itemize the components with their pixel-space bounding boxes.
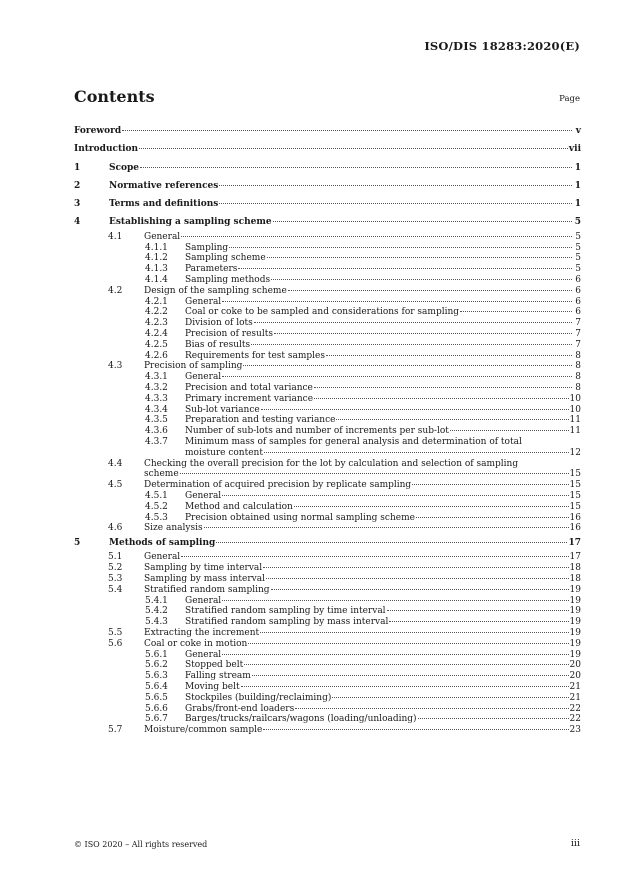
dot-leader <box>263 567 568 568</box>
toc-entry-title: Moving belt <box>185 681 240 692</box>
toc-entry[interactable] <box>74 426 581 437</box>
toc-entry-page: 7 <box>575 328 581 339</box>
toc-entry-page: 22 <box>569 714 581 725</box>
standard-identifier: ISO/DIS 18283:2020(E) <box>424 39 580 53</box>
toc-entry-title: Design of the sampling scheme <box>144 285 287 296</box>
toc-entry-page: vii <box>568 144 581 155</box>
toc-entry-number: 1 <box>74 162 81 173</box>
dot-leader <box>266 578 569 579</box>
dot-leader <box>288 290 572 291</box>
toc-entry-title: Sub-lot variance <box>185 404 260 415</box>
toc-entry-title: Stratified random sampling by time interval <box>185 606 386 617</box>
toc-entry-page: 19 <box>569 584 581 595</box>
toc-entry-number: 5.3 <box>108 573 123 584</box>
toc-entry-page: 19 <box>569 617 581 628</box>
toc-entry-number: 4.2.2 <box>145 307 168 318</box>
toc-entry-title: Precision obtained using normal sampling scheme <box>185 512 415 523</box>
toc-entry-title: Extracting the increment <box>144 627 260 638</box>
toc-entry[interactable] <box>74 264 581 275</box>
toc-entry-page: v <box>575 126 581 136</box>
toc-entry-page: 19 <box>569 627 581 638</box>
toc-entry-page: 10 <box>569 393 581 404</box>
dot-leader <box>251 344 572 345</box>
toc-entry-title: Division of lots <box>185 318 253 329</box>
toc-entry[interactable] <box>74 297 581 308</box>
toc-entry-title: Sampling scheme <box>185 253 266 264</box>
toc-entry-page: 16 <box>569 512 581 523</box>
toc-entry-number: 4.5 <box>108 480 123 491</box>
dot-leader <box>416 517 569 518</box>
toc-entry-title: Sampling by time interval <box>144 563 263 574</box>
toc-entry-number: 4.3.5 <box>145 415 168 426</box>
toc-entry-page: 5 <box>574 217 581 228</box>
toc-entry[interactable] <box>74 714 581 725</box>
toc-entry-number: 4.3.1 <box>145 372 168 383</box>
toc-entry-title: Sampling by mass interval <box>144 573 265 584</box>
toc-entry[interactable] <box>74 552 581 563</box>
toc-entry[interactable] <box>74 318 581 329</box>
toc-entry-page: 1 <box>574 199 581 210</box>
toc-entry[interactable] <box>74 243 581 254</box>
toc-entry[interactable] <box>74 671 581 682</box>
toc-entry-number: 5.5 <box>108 627 123 638</box>
toc-entry-title: Minimum mass of samples for general analysis and determination of total <box>185 436 522 447</box>
toc-entry-number: 5.6.3 <box>145 671 168 682</box>
toc-entry-number: 4.3.4 <box>145 404 168 415</box>
toc-entry-number: 4 <box>74 217 81 228</box>
toc-entry[interactable] <box>74 574 581 585</box>
toc-entry[interactable] <box>74 351 581 362</box>
toc-entry-page: 5 <box>575 242 581 253</box>
toc-entry[interactable] <box>74 340 581 351</box>
toc-entry-title: General <box>185 372 222 383</box>
dot-leader <box>295 708 568 709</box>
toc-entry[interactable] <box>74 534 581 552</box>
dot-leader <box>389 621 568 622</box>
dot-leader <box>181 556 568 557</box>
page-number: iii <box>570 838 580 849</box>
toc-entry[interactable] <box>74 660 581 671</box>
toc-entry-page: 5 <box>575 253 581 264</box>
toc-entry[interactable] <box>74 437 581 459</box>
toc-entry-page: 16 <box>569 523 581 534</box>
toc-entry-number: 5.4 <box>108 584 123 595</box>
dot-leader <box>314 398 569 399</box>
toc-entry-number: 5.7 <box>108 725 123 736</box>
toc-entry-page: 10 <box>569 404 581 415</box>
dot-leader <box>219 185 572 186</box>
toc-entry-page: 8 <box>575 382 581 393</box>
dot-leader <box>263 729 568 730</box>
toc-entry-title: Establishing a sampling scheme <box>109 217 272 228</box>
toc-entry-page: 17 <box>569 552 581 563</box>
toc-entry-number: 4.1.3 <box>145 264 168 275</box>
dot-leader <box>222 376 572 377</box>
toc-entry[interactable] <box>74 195 581 213</box>
toc-entry-page: 15 <box>569 501 581 512</box>
toc-entry-title: Grabs/front-end loaders <box>185 703 295 714</box>
toc-entry-page: 15 <box>569 480 581 491</box>
dot-leader <box>271 279 572 280</box>
toc-entry[interactable] <box>74 628 581 639</box>
toc-entry[interactable] <box>74 307 581 318</box>
toc-entry-number: 4.2.6 <box>145 350 168 361</box>
toc-entry[interactable] <box>74 394 581 405</box>
toc-entry[interactable] <box>74 286 581 297</box>
dot-leader <box>261 409 569 410</box>
toc-entry-page: 8 <box>575 372 581 383</box>
toc-entry-title: Coal or coke to be sampled and considerations for sampling <box>185 307 460 318</box>
toc-entry-page: 1 <box>574 162 581 173</box>
toc-entry-page: 21 <box>569 692 581 703</box>
dot-leader <box>222 654 568 655</box>
toc-entry-page: 19 <box>569 606 581 617</box>
toc-entry-number: 4.3.7 <box>145 436 168 447</box>
dot-leader <box>260 632 568 633</box>
dot-leader <box>314 387 572 388</box>
dot-leader <box>418 718 569 719</box>
toc-entry-title: General <box>185 595 222 606</box>
toc-entry-number: 4.3.2 <box>145 382 168 393</box>
dot-leader <box>267 257 572 258</box>
toc-entry-number: 4.3.3 <box>145 393 168 404</box>
dot-leader <box>460 311 572 312</box>
page-column-label: Page <box>559 94 580 104</box>
dot-leader <box>204 527 569 528</box>
dot-leader <box>222 495 568 496</box>
toc-entry[interactable] <box>74 502 581 513</box>
toc-entry-number: 4.6 <box>108 523 123 534</box>
toc-entry-page: 23 <box>569 725 581 736</box>
toc-entry[interactable] <box>74 725 581 736</box>
toc-entry-number: 3 <box>74 199 81 210</box>
toc-entry[interactable] <box>74 585 581 596</box>
toc-entry-number: 5.6.2 <box>145 660 168 671</box>
toc-entry[interactable] <box>74 159 581 177</box>
dot-leader <box>254 322 572 323</box>
toc-entry-number: 5.6.1 <box>145 649 168 660</box>
dot-leader <box>241 686 569 687</box>
toc-entry-page: 6 <box>575 285 581 296</box>
dot-leader <box>243 365 572 366</box>
toc-entry-number: 5 <box>74 538 81 549</box>
toc-entry-page: 11 <box>569 426 581 437</box>
dot-leader <box>229 247 572 248</box>
toc-entry-page: 7 <box>575 318 581 329</box>
toc-entry-number: 4.2 <box>108 285 123 296</box>
toc-entry-title: Determination of acquired precision by replicate sampling <box>144 480 412 491</box>
toc-entry-page: 5 <box>575 264 581 275</box>
toc-entry-title: General <box>185 490 222 501</box>
toc-entry[interactable] <box>74 122 581 140</box>
dot-leader <box>222 600 568 601</box>
toc-entry-title: Barges/trucks/railcars/wagons (loading/unloading) <box>185 714 417 725</box>
toc-entry[interactable] <box>74 372 581 383</box>
toc-entry-title: General <box>185 649 222 660</box>
toc-entry-number: 5.6 <box>108 638 123 649</box>
toc-entry-number: 5.4.2 <box>145 606 168 617</box>
dot-leader <box>181 236 572 237</box>
dot-leader <box>238 268 572 269</box>
toc-entry-title: Precision of results <box>185 328 273 339</box>
toc-entry-page: 15 <box>569 490 581 501</box>
toc-entry-title: Bias of results <box>185 339 251 350</box>
toc-entry-title: Parameters <box>185 264 238 275</box>
toc-entry-number: 5.1 <box>108 552 123 563</box>
toc-entry[interactable] <box>74 704 581 715</box>
toc-entry-number: 4.3 <box>108 361 123 372</box>
dot-leader <box>248 643 568 644</box>
dot-leader <box>336 419 568 420</box>
toc-entry-number: 4.2.3 <box>145 318 168 329</box>
toc-entry-page: 12 <box>569 447 581 458</box>
dot-leader <box>139 148 568 149</box>
toc-entry[interactable] <box>74 682 581 693</box>
toc-entry[interactable] <box>74 596 581 607</box>
toc-entry-page: 5 <box>575 231 581 242</box>
toc-entry-page: 20 <box>569 671 581 682</box>
toc-entry-page: 18 <box>569 573 581 584</box>
toc-entry-number: 5.6.7 <box>145 714 168 725</box>
toc-entry[interactable] <box>74 513 581 524</box>
dot-leader <box>122 130 572 131</box>
toc-entry-title: General <box>144 231 181 242</box>
toc-entry-page: 6 <box>575 307 581 318</box>
toc-entry-title-continued: scheme <box>144 469 179 480</box>
table-of-contents <box>74 122 581 736</box>
toc-entry-number: 4.5.2 <box>145 501 168 512</box>
toc-entry-title: Precision and total variance <box>185 382 313 393</box>
dot-leader <box>271 589 569 590</box>
toc-entry-number: 4.4 <box>108 458 123 469</box>
toc-entry-title: Introduction <box>74 144 139 155</box>
toc-entry-page: 1 <box>574 180 581 191</box>
toc-entry[interactable] <box>74 563 581 574</box>
toc-entry-number: 4.5.3 <box>145 512 168 523</box>
dot-leader <box>332 697 568 698</box>
toc-entry-title: Terms and definitions <box>109 199 219 210</box>
toc-entry-title: Falling stream <box>185 671 251 682</box>
dot-leader <box>216 542 567 543</box>
dot-leader <box>222 301 572 302</box>
dot-leader <box>412 484 568 485</box>
dot-leader <box>140 167 572 168</box>
toc-entry-page: 17 <box>568 538 581 549</box>
toc-entry-number: 4.1.2 <box>145 253 168 264</box>
toc-entry-title: Sampling methods <box>185 274 271 285</box>
toc-entry-page: 6 <box>575 274 581 285</box>
toc-entry-title: Normative references <box>109 180 219 191</box>
toc-entry-page: 18 <box>569 563 581 574</box>
toc-entry-number: 5.4.1 <box>145 595 168 606</box>
dot-leader <box>252 675 569 676</box>
toc-entry-title: Method and calculation <box>185 501 293 512</box>
toc-entry-number: 4.1.1 <box>145 242 168 253</box>
toc-entry-title: Stopped belt <box>185 660 244 671</box>
toc-entry-number: 5.4.3 <box>145 617 168 628</box>
toc-entry[interactable] <box>74 480 581 491</box>
toc-entry-title: Stratified random sampling by mass interval <box>185 617 389 628</box>
toc-entry-title: Stockpiles (building/reclaiming) <box>185 692 332 703</box>
toc-entry-number: 4.2.1 <box>145 296 168 307</box>
toc-entry-page: 8 <box>575 350 581 361</box>
toc-entry-page: 22 <box>569 703 581 714</box>
toc-entry-page: 19 <box>569 649 581 660</box>
toc-entry[interactable] <box>74 639 581 650</box>
toc-entry-page: 11 <box>569 415 581 426</box>
toc-entry[interactable] <box>74 177 581 195</box>
toc-entry[interactable] <box>74 140 581 158</box>
toc-entry[interactable] <box>74 606 581 617</box>
toc-entry-title: General <box>185 296 222 307</box>
toc-entry[interactable] <box>74 213 581 231</box>
dot-leader <box>244 664 568 665</box>
toc-entry-number: 4.1.4 <box>145 274 168 285</box>
toc-entry-number: 4.3.6 <box>145 426 168 437</box>
toc-entry-number: 5.6.5 <box>145 692 168 703</box>
toc-entry-number: 5.2 <box>108 563 123 574</box>
dot-leader <box>450 430 569 431</box>
dot-leader <box>219 203 572 204</box>
dot-leader <box>326 355 572 356</box>
toc-entry[interactable] <box>74 693 581 704</box>
toc-entry-number: 4.2.5 <box>145 339 168 350</box>
dot-leader <box>273 221 572 222</box>
toc-entry[interactable] <box>74 329 581 340</box>
toc-entry[interactable] <box>74 253 581 264</box>
toc-entry[interactable] <box>74 405 581 416</box>
toc-entry-number: 2 <box>74 180 81 191</box>
toc-entry[interactable] <box>74 491 581 502</box>
toc-entry-title: Stratified random sampling <box>144 584 270 595</box>
toc-entry-title: Sampling <box>185 242 229 253</box>
toc-entry[interactable] <box>74 523 581 534</box>
dot-leader <box>264 452 569 453</box>
toc-entry-number: 4.2.4 <box>145 328 168 339</box>
dot-leader <box>274 333 572 334</box>
toc-entry-title: Scope <box>109 162 140 173</box>
page-title: Contents <box>74 87 155 106</box>
toc-entry[interactable] <box>74 459 581 481</box>
toc-entry-page: 20 <box>569 660 581 671</box>
toc-entry-title: Checking the overall precision for the lot by calculation and selection of sampling <box>144 458 519 469</box>
toc-entry[interactable] <box>74 361 581 372</box>
toc-entry-title: Coal or coke in motion <box>144 638 248 649</box>
toc-entry-number: 5.6.6 <box>145 703 168 714</box>
toc-entry-page: 6 <box>575 296 581 307</box>
toc-entry-page: 19 <box>569 595 581 606</box>
toc-entry-page: 7 <box>575 339 581 350</box>
toc-entry-title: Methods of sampling <box>109 538 216 549</box>
toc-entry-number: 4.5.1 <box>145 490 168 501</box>
toc-entry-title: Preparation and testing variance <box>185 415 336 426</box>
toc-entry-title: Precision of sampling <box>144 361 243 372</box>
toc-entry-page: 15 <box>569 469 581 480</box>
toc-entry[interactable] <box>74 232 581 243</box>
toc-entry[interactable] <box>74 383 581 394</box>
toc-entry[interactable] <box>74 650 581 661</box>
toc-entry-title: Primary increment variance <box>185 393 314 404</box>
toc-entry-title: Number of sub-lots and number of increments per sub-lot <box>185 426 449 437</box>
toc-entry-title: Requirements for test samples <box>185 350 325 361</box>
dot-leader <box>180 473 569 474</box>
toc-entry-page: 21 <box>569 681 581 692</box>
toc-entry-page: 8 <box>575 361 581 372</box>
dot-leader <box>387 610 569 611</box>
dot-leader <box>294 506 569 507</box>
toc-entry[interactable] <box>74 617 581 628</box>
toc-entry-title: General <box>144 552 181 563</box>
copyright-notice: © ISO 2020 – All rights reserved <box>74 840 208 849</box>
toc-entry-number: 5.6.4 <box>145 681 168 692</box>
toc-entry-title-continued: moisture content <box>185 447 263 458</box>
toc-entry-title: Moisture/common sample <box>144 725 263 736</box>
toc-entry-title: Foreword <box>74 126 122 136</box>
toc-entry[interactable] <box>74 275 581 286</box>
toc-entry-number: 4.1 <box>108 231 123 242</box>
toc-entry[interactable] <box>74 415 581 426</box>
toc-entry-title: Size analysis <box>144 523 203 534</box>
toc-entry-page: 19 <box>569 638 581 649</box>
